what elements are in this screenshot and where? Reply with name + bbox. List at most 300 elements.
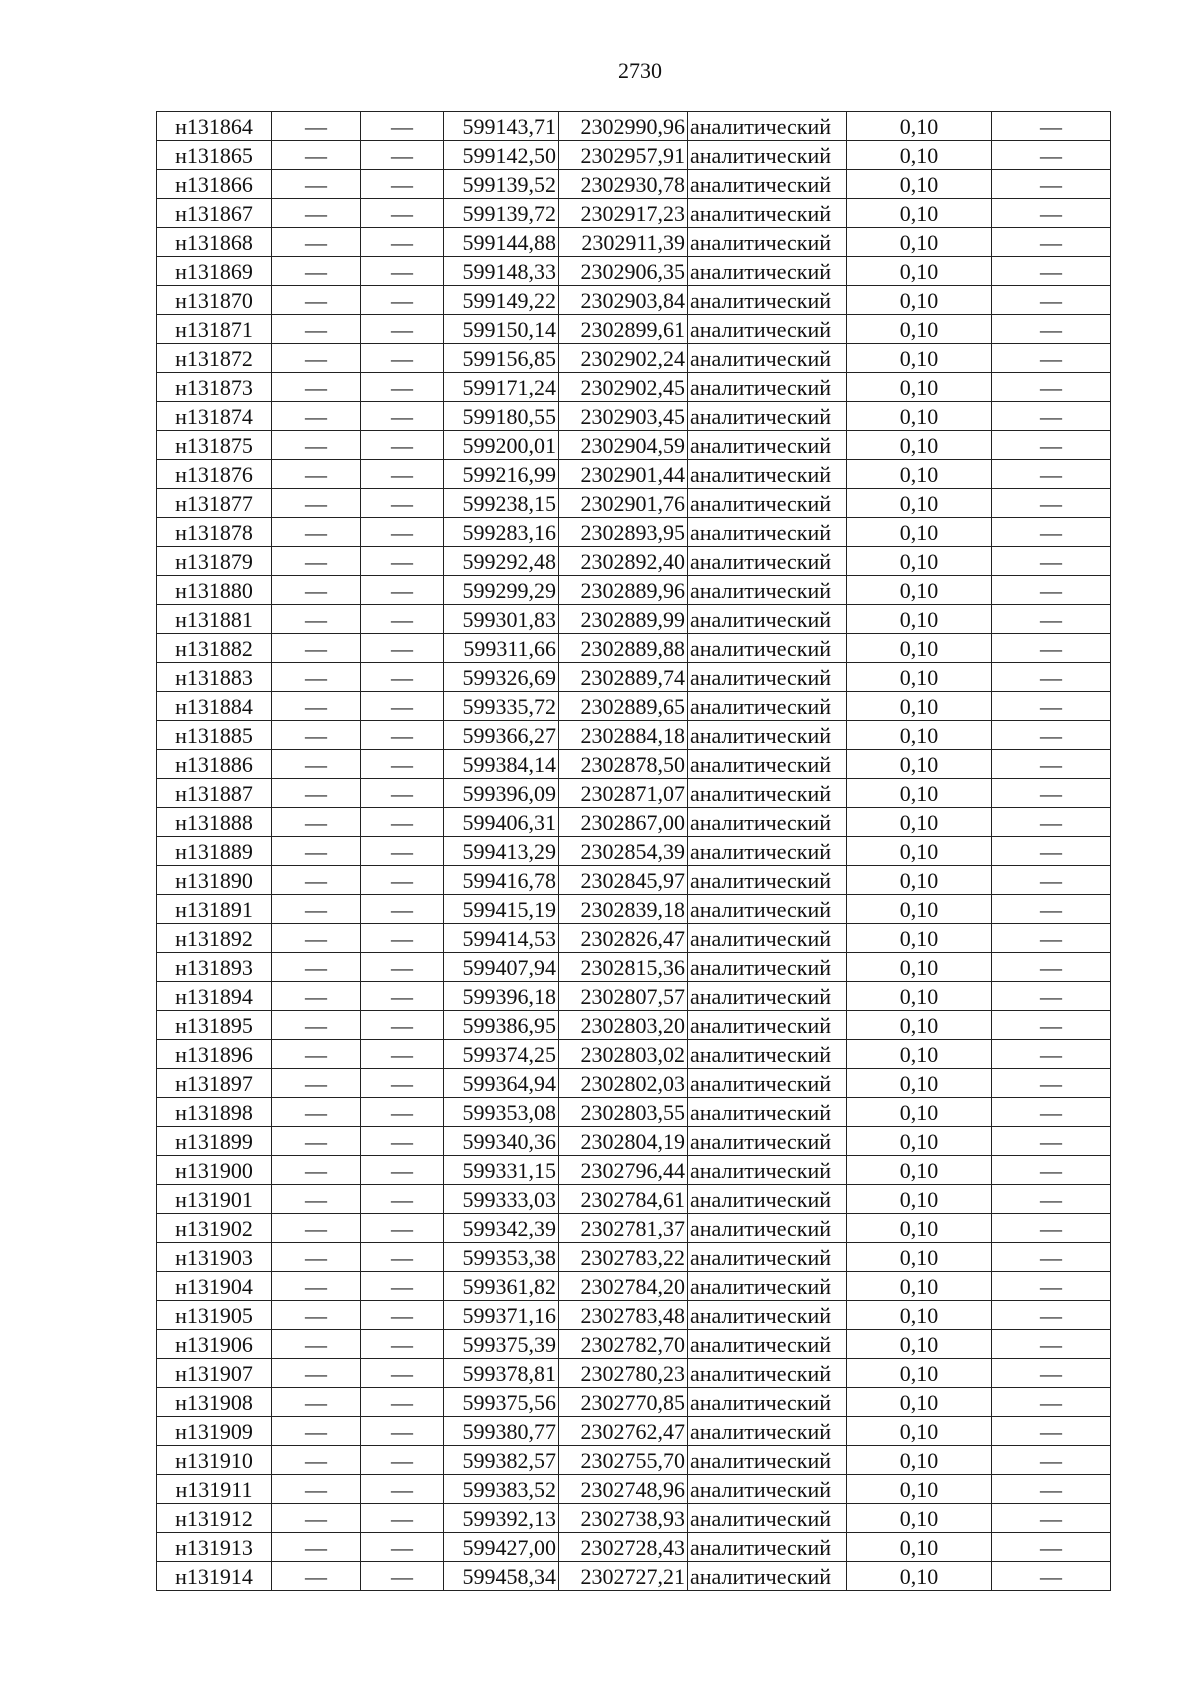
x-coordinate-cell: 599335,72 (444, 692, 559, 721)
old-y-cell: — (361, 547, 444, 576)
accuracy-cell: 0,10 (847, 1388, 992, 1417)
old-y-cell: — (361, 228, 444, 257)
old-y-cell: — (361, 286, 444, 315)
x-coordinate-cell: 599139,52 (444, 170, 559, 199)
point-id-cell: н131865 (157, 141, 272, 170)
description-cell: — (992, 199, 1111, 228)
old-y-cell: — (361, 1272, 444, 1301)
accuracy-cell: 0,10 (847, 1562, 992, 1591)
old-x-cell: — (272, 866, 361, 895)
method-cell: аналитический (688, 286, 847, 315)
old-x-cell: — (272, 1272, 361, 1301)
old-y-cell: — (361, 344, 444, 373)
x-coordinate-cell: 599392,13 (444, 1504, 559, 1533)
old-y-cell: — (361, 953, 444, 982)
point-id-cell: н131878 (157, 518, 272, 547)
table-row (157, 634, 1111, 663)
table-row (157, 1301, 1111, 1330)
x-coordinate-cell: 599171,24 (444, 373, 559, 402)
description-cell: — (992, 1388, 1111, 1417)
description-cell: — (992, 1504, 1111, 1533)
old-x-cell: — (272, 431, 361, 460)
old-y-cell: — (361, 866, 444, 895)
old-y-cell: — (361, 141, 444, 170)
method-cell: аналитический (688, 228, 847, 257)
method-cell: аналитический (688, 1185, 847, 1214)
point-id-cell: н131898 (157, 1098, 272, 1127)
description-cell: — (992, 953, 1111, 982)
table-row (157, 286, 1111, 315)
old-y-cell: — (361, 895, 444, 924)
x-coordinate-cell: 599416,78 (444, 866, 559, 895)
table-row (157, 489, 1111, 518)
y-coordinate-cell: 2302839,18 (559, 895, 688, 924)
x-coordinate-cell: 599375,56 (444, 1388, 559, 1417)
description-cell: — (992, 634, 1111, 663)
description-cell: — (992, 605, 1111, 634)
method-cell: аналитический (688, 634, 847, 663)
old-y-cell: — (361, 1446, 444, 1475)
description-cell: — (992, 779, 1111, 808)
old-x-cell: — (272, 1330, 361, 1359)
table-row (157, 402, 1111, 431)
table-row (157, 547, 1111, 576)
method-cell: аналитический (688, 518, 847, 547)
description-cell: — (992, 1272, 1111, 1301)
y-coordinate-cell: 2302783,48 (559, 1301, 688, 1330)
x-coordinate-cell: 599380,77 (444, 1417, 559, 1446)
method-cell: аналитический (688, 1417, 847, 1446)
point-id-cell: н131906 (157, 1330, 272, 1359)
point-id-cell: н131883 (157, 663, 272, 692)
old-y-cell: — (361, 1098, 444, 1127)
accuracy-cell: 0,10 (847, 808, 992, 837)
method-cell: аналитический (688, 199, 847, 228)
old-y-cell: — (361, 721, 444, 750)
point-id-cell: н131866 (157, 170, 272, 199)
description-cell: — (992, 1330, 1111, 1359)
method-cell: аналитический (688, 373, 847, 402)
y-coordinate-cell: 2302904,59 (559, 431, 688, 460)
x-coordinate-cell: 599396,18 (444, 982, 559, 1011)
point-id-cell: н131880 (157, 576, 272, 605)
point-id-cell: н131882 (157, 634, 272, 663)
method-cell: аналитический (688, 1243, 847, 1272)
old-x-cell: — (272, 1127, 361, 1156)
point-id-cell: н131869 (157, 257, 272, 286)
point-id-cell: н131873 (157, 373, 272, 402)
old-x-cell: — (272, 286, 361, 315)
x-coordinate-cell: 599148,33 (444, 257, 559, 286)
table-row (157, 170, 1111, 199)
point-id-cell: н131886 (157, 750, 272, 779)
old-x-cell: — (272, 170, 361, 199)
table-row (157, 663, 1111, 692)
method-cell: аналитический (688, 895, 847, 924)
accuracy-cell: 0,10 (847, 489, 992, 518)
old-y-cell: — (361, 1243, 444, 1272)
accuracy-cell: 0,10 (847, 750, 992, 779)
old-y-cell: — (361, 750, 444, 779)
x-coordinate-cell: 599364,94 (444, 1069, 559, 1098)
y-coordinate-cell: 2302899,61 (559, 315, 688, 344)
point-id-cell: н131899 (157, 1127, 272, 1156)
y-coordinate-cell: 2302901,76 (559, 489, 688, 518)
table-row (157, 1185, 1111, 1214)
description-cell: — (992, 1301, 1111, 1330)
description-cell: — (992, 141, 1111, 170)
old-x-cell: — (272, 1011, 361, 1040)
method-cell: аналитический (688, 402, 847, 431)
x-coordinate-cell: 599375,39 (444, 1330, 559, 1359)
accuracy-cell: 0,10 (847, 112, 992, 141)
method-cell: аналитический (688, 1069, 847, 1098)
x-coordinate-cell: 599180,55 (444, 402, 559, 431)
method-cell: аналитический (688, 779, 847, 808)
old-y-cell: — (361, 315, 444, 344)
page-number: 2730 (618, 58, 662, 83)
table-row (157, 228, 1111, 257)
method-cell: аналитический (688, 605, 847, 634)
description-cell: — (992, 431, 1111, 460)
table-row (157, 692, 1111, 721)
method-cell: аналитический (688, 663, 847, 692)
method-cell: аналитический (688, 808, 847, 837)
y-coordinate-cell: 2302893,95 (559, 518, 688, 547)
x-coordinate-cell: 599396,09 (444, 779, 559, 808)
method-cell: аналитический (688, 344, 847, 373)
x-coordinate-cell: 599378,81 (444, 1359, 559, 1388)
method-cell: аналитический (688, 1214, 847, 1243)
old-x-cell: — (272, 634, 361, 663)
old-y-cell: — (361, 170, 444, 199)
y-coordinate-cell: 2302804,19 (559, 1127, 688, 1156)
method-cell: аналитический (688, 489, 847, 518)
method-cell: аналитический (688, 866, 847, 895)
x-coordinate-cell: 599371,16 (444, 1301, 559, 1330)
old-y-cell: — (361, 605, 444, 634)
x-coordinate-cell: 599386,95 (444, 1011, 559, 1040)
table-row (157, 315, 1111, 344)
old-y-cell: — (361, 1127, 444, 1156)
y-coordinate-cell: 2302911,39 (559, 228, 688, 257)
description-cell: — (992, 460, 1111, 489)
accuracy-cell: 0,10 (847, 953, 992, 982)
old-y-cell: — (361, 808, 444, 837)
method-cell: аналитический (688, 112, 847, 141)
table-row (157, 866, 1111, 895)
x-coordinate-cell: 599150,14 (444, 315, 559, 344)
x-coordinate-cell: 599292,48 (444, 547, 559, 576)
table-row (157, 112, 1111, 141)
y-coordinate-cell: 2302957,91 (559, 141, 688, 170)
accuracy-cell: 0,10 (847, 1214, 992, 1243)
old-x-cell: — (272, 344, 361, 373)
method-cell: аналитический (688, 1562, 847, 1591)
method-cell: аналитический (688, 953, 847, 982)
y-coordinate-cell: 2302748,96 (559, 1475, 688, 1504)
x-coordinate-cell: 599139,72 (444, 199, 559, 228)
old-x-cell: — (272, 547, 361, 576)
table-row (157, 431, 1111, 460)
description-cell: — (992, 808, 1111, 837)
accuracy-cell: 0,10 (847, 547, 992, 576)
accuracy-cell: 0,10 (847, 228, 992, 257)
old-y-cell: — (361, 1533, 444, 1562)
y-coordinate-cell: 2302796,44 (559, 1156, 688, 1185)
old-x-cell: — (272, 373, 361, 402)
accuracy-cell: 0,10 (847, 779, 992, 808)
method-cell: аналитический (688, 750, 847, 779)
y-coordinate-cell: 2302826,47 (559, 924, 688, 953)
old-y-cell: — (361, 924, 444, 953)
y-coordinate-cell: 2302867,00 (559, 808, 688, 837)
y-coordinate-cell: 2302762,47 (559, 1417, 688, 1446)
table-row (157, 1388, 1111, 1417)
table-row (157, 1069, 1111, 1098)
old-y-cell: — (361, 373, 444, 402)
old-y-cell: — (361, 112, 444, 141)
table-row (157, 1011, 1111, 1040)
point-id-cell: н131913 (157, 1533, 272, 1562)
table-row (157, 141, 1111, 170)
table-row (157, 518, 1111, 547)
accuracy-cell: 0,10 (847, 315, 992, 344)
old-y-cell: — (361, 460, 444, 489)
table-row (157, 779, 1111, 808)
y-coordinate-cell: 2302815,36 (559, 953, 688, 982)
x-coordinate-cell: 599407,94 (444, 953, 559, 982)
old-x-cell: — (272, 576, 361, 605)
y-coordinate-cell: 2302889,88 (559, 634, 688, 663)
old-x-cell: — (272, 402, 361, 431)
x-coordinate-cell: 599374,25 (444, 1040, 559, 1069)
description-cell: — (992, 750, 1111, 779)
y-coordinate-cell: 2302727,21 (559, 1562, 688, 1591)
accuracy-cell: 0,10 (847, 1243, 992, 1272)
x-coordinate-cell: 599384,14 (444, 750, 559, 779)
old-x-cell: — (272, 1388, 361, 1417)
table-row (157, 257, 1111, 286)
old-x-cell: — (272, 1562, 361, 1591)
description-cell: — (992, 1069, 1111, 1098)
y-coordinate-cell: 2302783,22 (559, 1243, 688, 1272)
method-cell: аналитический (688, 1127, 847, 1156)
x-coordinate-cell: 599331,15 (444, 1156, 559, 1185)
y-coordinate-cell: 2302889,99 (559, 605, 688, 634)
accuracy-cell: 0,10 (847, 1040, 992, 1069)
y-coordinate-cell: 2302803,02 (559, 1040, 688, 1069)
description-cell: — (992, 1562, 1111, 1591)
point-id-cell: н131897 (157, 1069, 272, 1098)
point-id-cell: н131912 (157, 1504, 272, 1533)
point-id-cell: н131914 (157, 1562, 272, 1591)
table-row (157, 605, 1111, 634)
y-coordinate-cell: 2302738,93 (559, 1504, 688, 1533)
point-id-cell: н131887 (157, 779, 272, 808)
x-coordinate-cell: 599361,82 (444, 1272, 559, 1301)
old-x-cell: — (272, 1301, 361, 1330)
y-coordinate-cell: 2302871,07 (559, 779, 688, 808)
table-row (157, 895, 1111, 924)
description-cell: — (992, 257, 1111, 286)
description-cell: — (992, 1040, 1111, 1069)
old-x-cell: — (272, 924, 361, 953)
point-id-cell: н131868 (157, 228, 272, 257)
table-row (157, 373, 1111, 402)
x-coordinate-cell: 599299,29 (444, 576, 559, 605)
description-cell: — (992, 1446, 1111, 1475)
accuracy-cell: 0,10 (847, 518, 992, 547)
description-cell: — (992, 315, 1111, 344)
old-x-cell: — (272, 1475, 361, 1504)
y-coordinate-cell: 2302917,23 (559, 199, 688, 228)
point-id-cell: н131911 (157, 1475, 272, 1504)
method-cell: аналитический (688, 1504, 847, 1533)
old-x-cell: — (272, 1504, 361, 1533)
table-row (157, 1098, 1111, 1127)
point-id-cell: н131903 (157, 1243, 272, 1272)
table-row (157, 1330, 1111, 1359)
method-cell: аналитический (688, 1446, 847, 1475)
coordinates-table (156, 111, 1111, 1591)
y-coordinate-cell: 2302845,97 (559, 866, 688, 895)
old-x-cell: — (272, 837, 361, 866)
method-cell: аналитический (688, 721, 847, 750)
description-cell: — (992, 663, 1111, 692)
old-x-cell: — (272, 750, 361, 779)
accuracy-cell: 0,10 (847, 982, 992, 1011)
y-coordinate-cell: 2302803,20 (559, 1011, 688, 1040)
description-cell: — (992, 228, 1111, 257)
old-y-cell: — (361, 576, 444, 605)
method-cell: аналитический (688, 1156, 847, 1185)
x-coordinate-cell: 599333,03 (444, 1185, 559, 1214)
method-cell: аналитический (688, 1301, 847, 1330)
accuracy-cell: 0,10 (847, 141, 992, 170)
method-cell: аналитический (688, 547, 847, 576)
method-cell: аналитический (688, 1330, 847, 1359)
accuracy-cell: 0,10 (847, 1185, 992, 1214)
point-id-cell: н131867 (157, 199, 272, 228)
point-id-cell: н131876 (157, 460, 272, 489)
point-id-cell: н131871 (157, 315, 272, 344)
accuracy-cell: 0,10 (847, 1301, 992, 1330)
accuracy-cell: 0,10 (847, 924, 992, 953)
old-x-cell: — (272, 663, 361, 692)
old-y-cell: — (361, 982, 444, 1011)
accuracy-cell: 0,10 (847, 1156, 992, 1185)
point-id-cell: н131904 (157, 1272, 272, 1301)
x-coordinate-cell: 599415,19 (444, 895, 559, 924)
table-row (157, 199, 1111, 228)
method-cell: аналитический (688, 1011, 847, 1040)
point-id-cell: н131881 (157, 605, 272, 634)
accuracy-cell: 0,10 (847, 866, 992, 895)
x-coordinate-cell: 599326,69 (444, 663, 559, 692)
description-cell: — (992, 1214, 1111, 1243)
old-y-cell: — (361, 402, 444, 431)
method-cell: аналитический (688, 1359, 847, 1388)
point-id-cell: н131891 (157, 895, 272, 924)
method-cell: аналитический (688, 1388, 847, 1417)
point-id-cell: н131894 (157, 982, 272, 1011)
table-row (157, 1272, 1111, 1301)
old-x-cell: — (272, 1243, 361, 1272)
y-coordinate-cell: 2302780,23 (559, 1359, 688, 1388)
old-x-cell: — (272, 1185, 361, 1214)
old-y-cell: — (361, 837, 444, 866)
y-coordinate-cell: 2302901,44 (559, 460, 688, 489)
old-y-cell: — (361, 1156, 444, 1185)
old-x-cell: — (272, 808, 361, 837)
old-y-cell: — (361, 1388, 444, 1417)
point-id-cell: н131895 (157, 1011, 272, 1040)
accuracy-cell: 0,10 (847, 1359, 992, 1388)
old-y-cell: — (361, 1417, 444, 1446)
accuracy-cell: 0,10 (847, 431, 992, 460)
description-cell: — (992, 373, 1111, 402)
description-cell: — (992, 1185, 1111, 1214)
accuracy-cell: 0,10 (847, 1011, 992, 1040)
y-coordinate-cell: 2302892,40 (559, 547, 688, 576)
x-coordinate-cell: 599383,52 (444, 1475, 559, 1504)
accuracy-cell: 0,10 (847, 663, 992, 692)
table-row (157, 837, 1111, 866)
old-x-cell: — (272, 1098, 361, 1127)
old-x-cell: — (272, 257, 361, 286)
y-coordinate-cell: 2302878,50 (559, 750, 688, 779)
y-coordinate-cell: 2302802,03 (559, 1069, 688, 1098)
method-cell: аналитический (688, 982, 847, 1011)
accuracy-cell: 0,10 (847, 1417, 992, 1446)
old-y-cell: — (361, 1330, 444, 1359)
old-y-cell: — (361, 663, 444, 692)
table-row (157, 576, 1111, 605)
point-id-cell: н131907 (157, 1359, 272, 1388)
x-coordinate-cell: 599342,39 (444, 1214, 559, 1243)
y-coordinate-cell: 2302803,55 (559, 1098, 688, 1127)
accuracy-cell: 0,10 (847, 634, 992, 663)
description-cell: — (992, 837, 1111, 866)
method-cell: аналитический (688, 141, 847, 170)
description-cell: — (992, 1243, 1111, 1272)
old-x-cell: — (272, 605, 361, 634)
old-x-cell: — (272, 199, 361, 228)
x-coordinate-cell: 599149,22 (444, 286, 559, 315)
y-coordinate-cell: 2302903,45 (559, 402, 688, 431)
y-coordinate-cell: 2302990,96 (559, 112, 688, 141)
old-x-cell: — (272, 1040, 361, 1069)
description-cell: — (992, 1098, 1111, 1127)
description-cell: — (992, 1533, 1111, 1562)
y-coordinate-cell: 2302784,61 (559, 1185, 688, 1214)
description-cell: — (992, 547, 1111, 576)
method-cell: аналитический (688, 692, 847, 721)
description-cell: — (992, 1127, 1111, 1156)
accuracy-cell: 0,10 (847, 837, 992, 866)
y-coordinate-cell: 2302903,84 (559, 286, 688, 315)
accuracy-cell: 0,10 (847, 1098, 992, 1127)
y-coordinate-cell: 2302807,57 (559, 982, 688, 1011)
table-row (157, 1214, 1111, 1243)
old-y-cell: — (361, 489, 444, 518)
y-coordinate-cell: 2302889,74 (559, 663, 688, 692)
old-y-cell: — (361, 1011, 444, 1040)
point-id-cell: н131889 (157, 837, 272, 866)
old-y-cell: — (361, 518, 444, 547)
x-coordinate-cell: 599382,57 (444, 1446, 559, 1475)
